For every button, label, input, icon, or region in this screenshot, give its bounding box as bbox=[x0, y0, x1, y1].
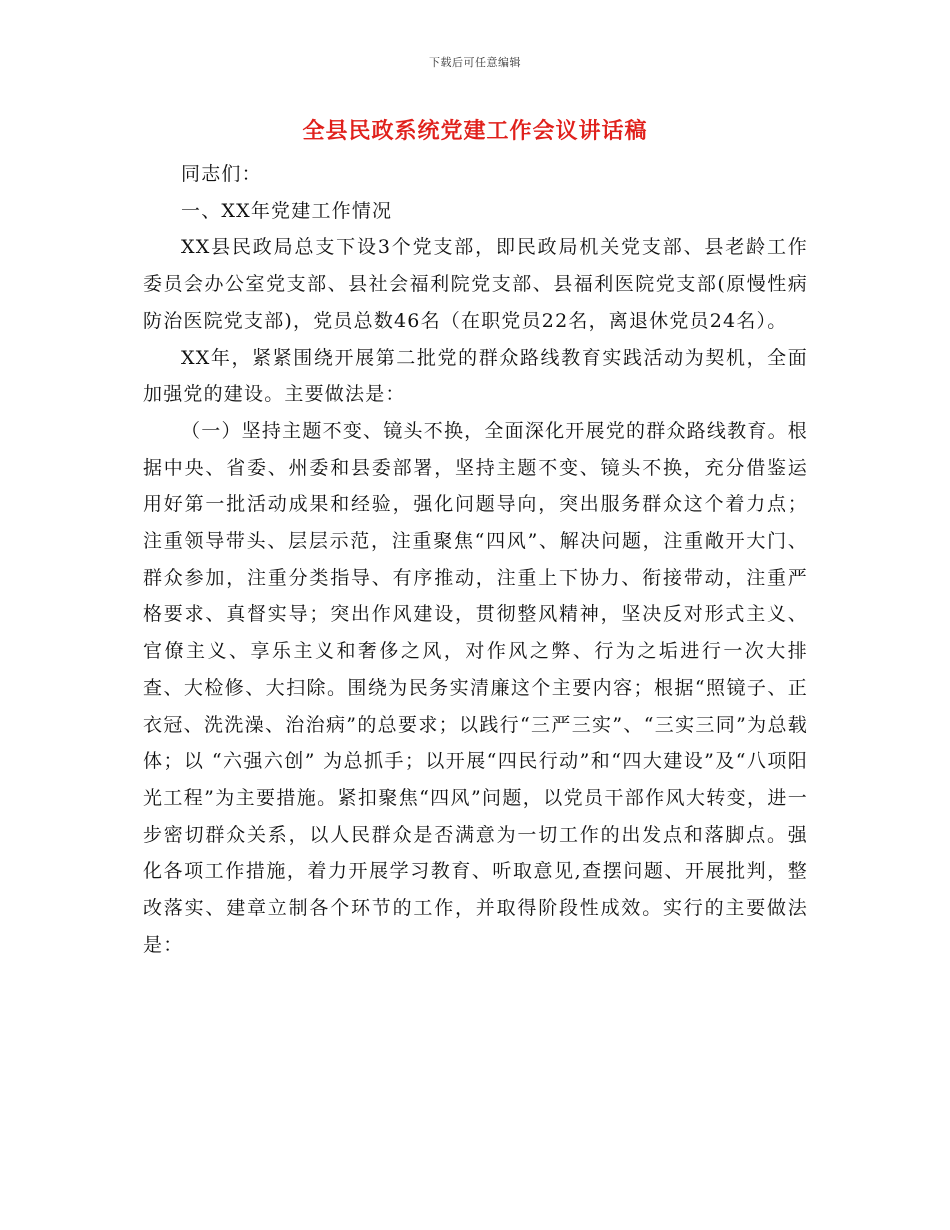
header-note: 下载后可任意编辑 bbox=[429, 56, 521, 69]
paragraph-branch-overview: XX县民政局总支下设3个党支部，即民政局机关党支部、县老龄工作委员会办公室党支部、县社会福利院党支部、县福利医院党支部(原慢性病防治医院党支部)，党员总数46名（在职党员22名，离退休党员24名）。 bbox=[143, 236, 808, 332]
paragraph-main-approach: XX年，紧紧围绕开展第二批党的群众路线教育实践活动为契机，全面加强党的建设。主要做法是： bbox=[143, 346, 808, 406]
paragraph-item-one: （一）坚持主题不变、镜头不换，全面深化开展党的群众路线教育。根据中央、省委、州委和县委部署，坚持主题不变、镜头不换，充分借鉴运用好第一批活动成果和经验，强化问题导向，突出服务群众这个着力点；注重领导带头、层层示范，注重聚焦“四风”、解决问题，注重敞开大门、群众参加，注重分类指导、有序推动，注重上下协力、衔接带动，注重严格要求、真督实导；突出作风建设，贯彻整风精神，坚决反对形式主义、官僚主义、享乐主义和奢侈之风，对作风之弊、行为之垢进行一次大排查、大检修、大扫除。围绕为民务实清廉这个主要内容；根据“照镜子、正衣冠、洗洗澡、治治病”的总要求；以践行“三严三实”、“三实三同”为总载体；以 “六强六创” 为总抓手；以开展“四民行动”和“四大建设”及“八项阳光工程”为主要措施。紧扣聚焦“四风”问题，以党员干部作风大转变，进一步密切群众关系，以人民群众是否满意为一切工作的出发点和落脚点。强化各项工作措施，着力开展学习教育、听取意见,查摆问题、开展批判，整改落实、建章立制各个环节的工作，并取得阶段性成效。实行的主要做法是： bbox=[143, 419, 808, 956]
paragraph-greeting: 同志们： bbox=[181, 163, 262, 185]
document-body bbox=[143, 156, 808, 963]
document-title: 全县民政系统党建工作会议讲话稿 bbox=[302, 118, 648, 144]
paragraph-section-heading: 一、XX年党建工作情况 bbox=[181, 199, 393, 222]
